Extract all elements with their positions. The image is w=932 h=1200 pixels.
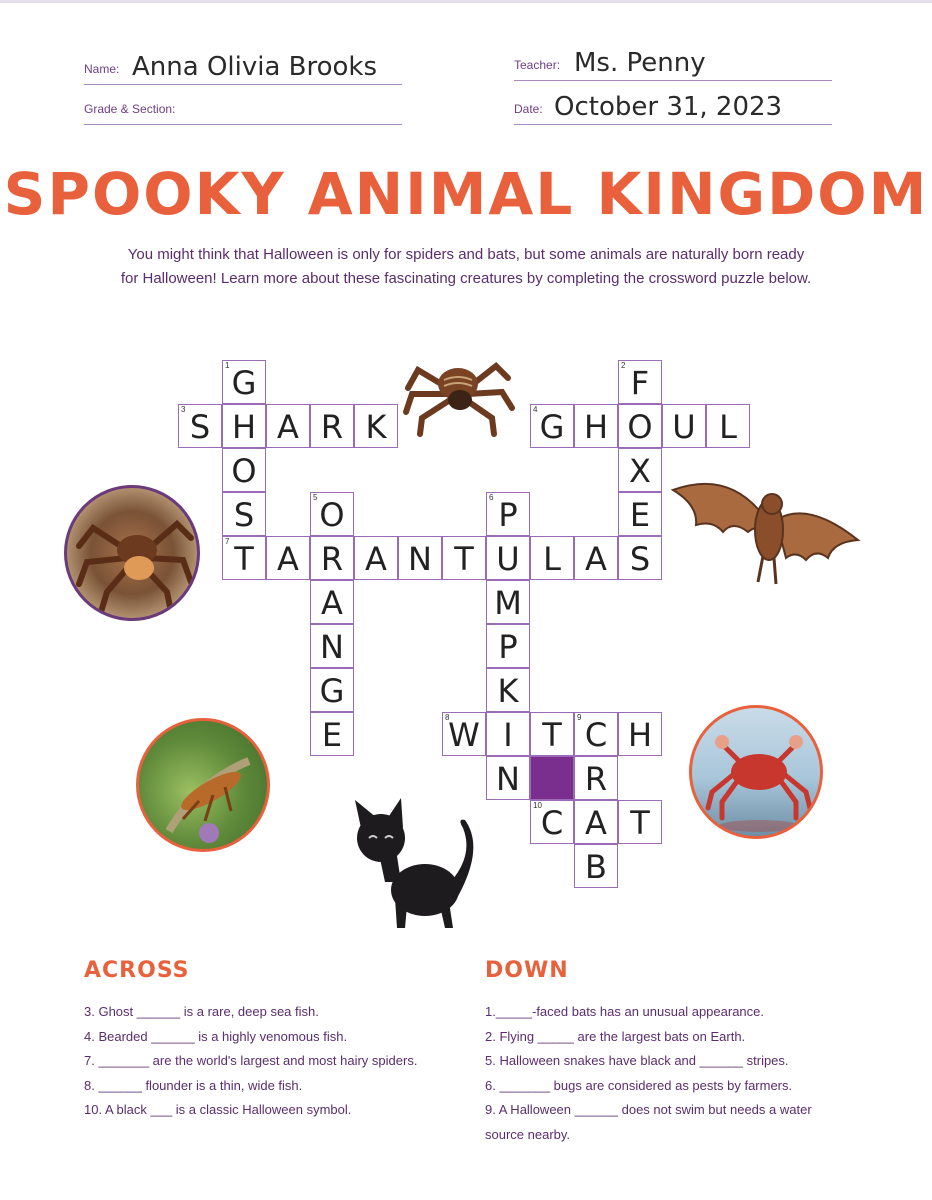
cell-letter: U: [496, 540, 520, 578]
crossword-cell[interactable]: [574, 712, 618, 756]
down-clue-6: 6. _______ bugs are considered as pests by farmers.: [485, 1077, 793, 1093]
cell-letter: N: [320, 628, 344, 666]
crossword-cell[interactable]: [222, 448, 266, 492]
across-clue-10: 10. A black ___ is a classic Halloween symbol.: [84, 1102, 352, 1117]
crossword-cell[interactable]: [618, 492, 662, 536]
cell-letter: K: [365, 408, 387, 446]
halloween-crab-photo: [689, 705, 823, 839]
cell-letter: N: [408, 540, 432, 578]
cell-letter: R: [584, 760, 608, 798]
black-cat-icon: [345, 798, 480, 933]
clue-number: 9: [577, 713, 582, 722]
crossword-cell[interactable]: [486, 492, 530, 536]
clue-number: 6: [489, 493, 494, 502]
cell-letter: N: [496, 760, 520, 798]
crossword-cell[interactable]: [310, 492, 354, 536]
crossword-cell[interactable]: [266, 404, 310, 448]
crossword-cell[interactable]: [486, 712, 530, 756]
clue-number: 8: [445, 713, 450, 722]
cell-letter: G: [231, 364, 257, 402]
crossword-cell[interactable]: [618, 712, 662, 756]
cell-letter: P: [498, 496, 518, 534]
clue-number: 1: [225, 361, 230, 370]
cell-letter: A: [277, 408, 299, 446]
cell-letter: O: [231, 452, 257, 490]
cell-letter: A: [585, 540, 607, 578]
crossword-cell[interactable]: [222, 404, 266, 448]
teacher-value: Ms. Penny: [574, 48, 706, 78]
crossword-cell[interactable]: [618, 800, 662, 844]
crossword-cell[interactable]: [662, 404, 706, 448]
down-clue-list: [485, 1000, 845, 1147]
cell-letter: O: [319, 496, 345, 534]
crossword-cell[interactable]: [310, 712, 354, 756]
down-clue-2: 2. Flying _____ are the largest bats on Earth.: [485, 1028, 746, 1044]
crossword-cell[interactable]: [530, 404, 574, 448]
cell-letter: A: [277, 540, 299, 578]
clue-number: 3: [181, 405, 186, 414]
cell-letter: R: [320, 408, 344, 446]
down-clue-5: 5. Halloween snakes have black and ______ stripes.: [485, 1053, 789, 1068]
teacher-field[interactable]: [514, 46, 832, 81]
crossword-cell[interactable]: [486, 580, 530, 624]
date-label: Date:: [514, 102, 543, 116]
crossword-cell[interactable]: [266, 536, 310, 580]
crossword-cell[interactable]: [706, 404, 750, 448]
crossword-cell[interactable]: [310, 536, 354, 580]
crossword-cell[interactable]: [222, 360, 266, 404]
crossword-cell[interactable]: [398, 536, 442, 580]
cell-letter: L: [543, 540, 561, 578]
clue-number: 10: [533, 801, 542, 810]
date-field[interactable]: [514, 90, 832, 125]
grade-section-field[interactable]: [84, 90, 402, 125]
crossword-cell[interactable]: [486, 624, 530, 668]
across-clue-7: 7. _______ are the world's largest and most hairy spiders.: [84, 1053, 418, 1068]
cell-letter: C: [540, 804, 564, 842]
cell-letter: E: [321, 716, 343, 754]
crossword-cell[interactable]: [486, 756, 530, 800]
name-value: Anna Olivia Brooks: [132, 52, 378, 82]
crossword-cell[interactable]: [574, 536, 618, 580]
cell-letter: I: [503, 716, 513, 754]
cell-letter: X: [629, 452, 651, 490]
cell-letter: K: [497, 672, 519, 710]
crossword-cell[interactable]: [178, 404, 222, 448]
cell-letter: A: [365, 540, 387, 578]
cell-letter: B: [585, 848, 607, 886]
clue-number: 5: [313, 493, 318, 502]
cell-letter: T: [454, 540, 474, 578]
crossword-cell[interactable]: [222, 536, 266, 580]
down-clue-1: 1._____-faced bats has an unusual appearance.: [485, 1004, 764, 1019]
teacher-label: Teacher:: [514, 58, 561, 72]
crossword-cell[interactable]: [618, 448, 662, 492]
cell-letter: P: [498, 628, 518, 666]
crossword-cell[interactable]: [310, 668, 354, 712]
cell-letter: G: [319, 672, 345, 710]
cell-letter: O: [627, 408, 653, 446]
bat-icon: [668, 470, 863, 590]
down-clue-9: 9. A Halloween ______ does not swim but needs a water source nearby.: [485, 1102, 812, 1142]
cell-letter: H: [627, 716, 653, 754]
cell-letter: F: [630, 364, 650, 402]
intro-text: You might think that Halloween is only for spiders and bats, but some animals are naturally born ready for Halloween! Learn more about these fascinating creatures by completing the crossword puzzle below.: [120, 246, 812, 287]
crossword-cell[interactable]: [618, 404, 662, 448]
across-clue-list: [84, 1000, 417, 1123]
cell-letter: A: [321, 584, 343, 622]
cell-letter: C: [584, 716, 608, 754]
name-field[interactable]: [84, 50, 402, 85]
clue-number: 2: [621, 361, 626, 370]
down-heading: DOWN: [485, 958, 569, 983]
crossword-cell[interactable]: [486, 668, 530, 712]
cell-letter: R: [320, 540, 344, 578]
crossword-cell[interactable]: [354, 404, 398, 448]
cell-letter: W: [448, 716, 480, 754]
crossword-cell[interactable]: [354, 536, 398, 580]
cell-letter: S: [629, 540, 651, 578]
cell-letter: H: [583, 408, 609, 446]
tarantula-icon: [398, 348, 518, 438]
crossword-cell[interactable]: [574, 844, 618, 888]
cell-letter: G: [539, 408, 565, 446]
cell-letter: T: [630, 804, 650, 842]
crossword-cell[interactable]: [310, 404, 354, 448]
cell-letter: S: [233, 496, 255, 534]
assassin-bug-photo: [136, 718, 270, 852]
across-clue-8: 8. ______ flounder is a thin, wide fish.: [84, 1077, 303, 1093]
grade-section-label: Grade & Section:: [84, 102, 176, 116]
cell-letter: S: [189, 408, 211, 446]
crossword-cell[interactable]: [530, 800, 574, 844]
cell-letter: H: [231, 408, 257, 446]
crossword-cell[interactable]: [442, 536, 486, 580]
top-divider: [0, 0, 932, 3]
crossword-cell[interactable]: [222, 492, 266, 536]
across-clue-3: 3. Ghost ______ is a rare, deep sea fish.: [84, 1004, 319, 1019]
crossword-cell[interactable]: [618, 360, 662, 404]
crossword-cell[interactable]: [574, 404, 618, 448]
blocked-cell: [530, 756, 574, 800]
crossword-cell[interactable]: [574, 800, 618, 844]
tarantula-photo: [64, 485, 200, 621]
crossword-cell[interactable]: [486, 536, 530, 580]
cell-letter: U: [672, 408, 696, 446]
cell-letter: A: [585, 804, 607, 842]
crossword-cell[interactable]: [530, 536, 574, 580]
crossword-cell[interactable]: [310, 624, 354, 668]
cell-letter: T: [542, 716, 562, 754]
cell-letter: E: [629, 496, 651, 534]
cell-letter: T: [234, 540, 254, 578]
clue-number: 7: [225, 537, 230, 546]
cell-letter: M: [494, 584, 522, 622]
clue-number: 4: [533, 405, 538, 414]
crossword-cell[interactable]: [574, 756, 618, 800]
worksheet-title: SPOOKY ANIMAL KINGDOM: [3, 160, 929, 228]
crossword-cell[interactable]: [442, 712, 486, 756]
across-clue-4: 4. Bearded ______ is a highly venomous fish.: [84, 1028, 348, 1044]
crossword-cell[interactable]: [530, 712, 574, 756]
crossword-cell[interactable]: [310, 580, 354, 624]
name-label: Name:: [84, 62, 120, 76]
date-value: October 31, 2023: [554, 92, 783, 122]
crossword-cell[interactable]: [618, 536, 662, 580]
cell-letter: L: [719, 408, 737, 446]
across-heading: ACROSS: [84, 958, 190, 983]
